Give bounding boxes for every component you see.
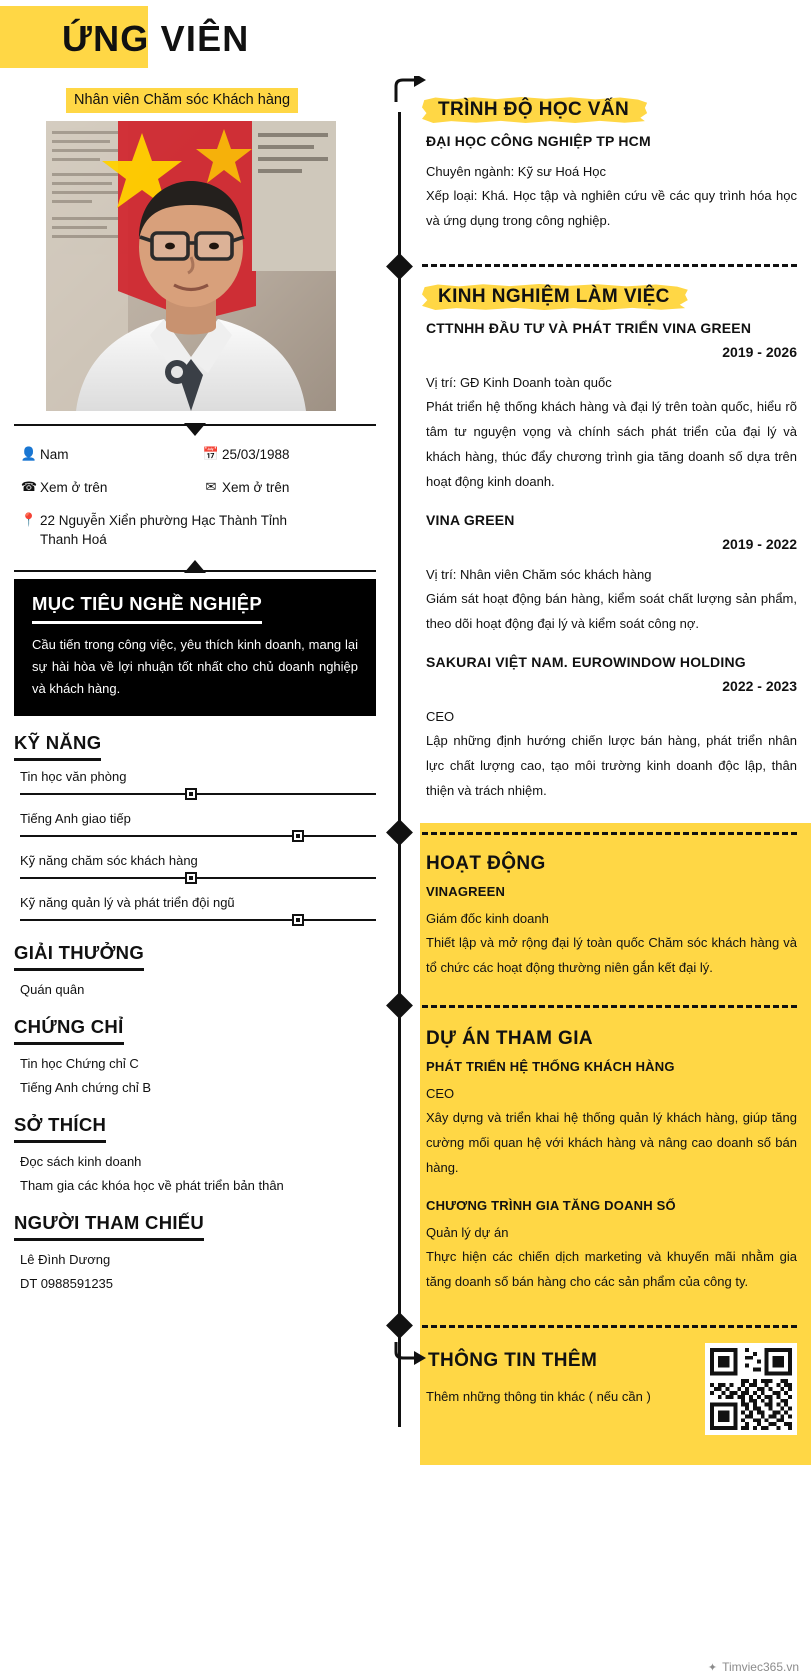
list-item: Tham gia các khóa học về phát triển bản thân <box>20 1178 284 1193</box>
hobbies-heading: SỞ THÍCH <box>14 1114 106 1143</box>
list-item: Đọc sách kinh doanh <box>20 1154 142 1169</box>
career-objective-heading: MỤC TIÊU NGHỀ NGHIỆP <box>32 593 262 624</box>
awards-list <box>14 979 376 1000</box>
skill-track <box>20 835 376 837</box>
yellow-block <box>390 823 811 1465</box>
skill-slider[interactable] <box>20 872 376 884</box>
education-heading-wrap <box>426 96 641 125</box>
experience-entry <box>426 320 811 494</box>
experience-entry <box>426 512 811 636</box>
projects-heading: DỰ ÁN THAM GIA <box>426 1028 594 1049</box>
triangle-up-icon <box>184 560 206 573</box>
skill-knob[interactable] <box>292 914 304 926</box>
timeline-diamond-icon <box>386 253 413 280</box>
more-info-note: Thêm những thông tin khác ( nếu cần ) <box>426 1389 651 1404</box>
dashed-divider <box>422 832 797 835</box>
list-item: Tin học Chứng chỉ C <box>20 1056 139 1071</box>
references-list <box>14 1249 376 1294</box>
activities-desc: Thiết lập và mở rộng đại lý toàn quốc Chăm sóc khách hàng và tổ chức các hoạt động thường niên gắn kết đại lý. <box>426 935 797 975</box>
skill-slider[interactable] <box>20 914 376 926</box>
contact-info <box>0 445 390 549</box>
address-line-2: Thanh Hoá <box>40 532 107 547</box>
dashed-divider <box>422 1005 797 1008</box>
location-pin-icon: 📍 <box>20 512 38 527</box>
career-objective-body: Cầu tiến trong công việc, yêu thích kinh doanh, mang lại sự hài hòa về lợi nhuận tốt nhất cho chủ doanh nghiệp và khách hàng. <box>32 637 358 696</box>
left-column <box>0 78 390 1297</box>
certificates-section <box>14 1016 376 1098</box>
experience-desc: Phát triển hệ thống khách hàng và đại lý trên toàn quốc, hiểu rõ tâm tư nguyện vọng và chính sách phát triển của đại lý và khách hàng, thúc đẩy chương trình gia tăng doanh số dựa trên hoạt động kinh doanh. <box>426 399 797 489</box>
contact-row <box>18 511 372 549</box>
project-role: Quản lý dự án <box>426 1225 509 1240</box>
education-school: ĐẠI HỌC CÔNG NGHIỆP TP HCM <box>426 133 651 149</box>
person-icon: 👤 <box>20 446 38 461</box>
footer-watermark <box>0 1654 811 1680</box>
phone-value: Xem ở trên <box>40 480 108 495</box>
dob-value: 25/03/1988 <box>222 447 290 462</box>
hobbies-list <box>14 1151 376 1196</box>
skill-item <box>14 851 376 884</box>
dashed-divider <box>422 1325 797 1328</box>
skills-heading: KỸ NĂNG <box>14 732 101 761</box>
hobbies-section <box>14 1114 376 1196</box>
more-info-heading: THÔNG TIN THÊM <box>428 1350 598 1371</box>
experience-years: 2022 - 2023 <box>722 678 797 694</box>
experience-org: VINA GREEN <box>426 512 515 528</box>
list-item: Tiếng Anh chứng chỉ B <box>20 1080 152 1095</box>
skill-slider[interactable] <box>20 830 376 842</box>
dashed-divider <box>422 264 797 267</box>
divider-top <box>14 417 376 433</box>
divider-bottom <box>14 563 376 579</box>
experience-list <box>426 320 811 803</box>
experience-years: 2019 - 2022 <box>722 536 797 552</box>
calendar-icon: 📅 <box>202 446 220 461</box>
list-item: DT 0988591235 <box>20 1276 114 1291</box>
timeline-arrow-icon <box>392 1342 426 1368</box>
skill-knob[interactable] <box>185 788 197 800</box>
candidate-photo <box>46 121 336 411</box>
email-value: Xem ở trên <box>222 480 290 495</box>
activities-org: VINAGREEN <box>426 884 506 899</box>
education-note: Xếp loại: Khá. Học tập và nghiên cứu về các quy trình hóa học và ứng dụng trong công nghiệp. <box>426 188 797 228</box>
project-role: CEO <box>426 1086 455 1101</box>
activities-role: Giám đốc kinh doanh <box>426 911 549 926</box>
experience-desc: Giám sát hoạt động bán hàng, kiểm soát chất lượng sản phẩm, theo dõi hoạt động đại lý và kiểm soát công nợ. <box>426 591 797 631</box>
list-item: Lê Đình Dương <box>20 1252 111 1267</box>
experience-org: SAKURAI VIỆT NAM. EUROWINDOW HOLDING <box>426 654 746 670</box>
timeline-diamond-icon <box>386 992 413 1019</box>
job-title-badge: Nhân viên Chăm sóc Khách hàng <box>66 88 298 113</box>
skill-label: Tin học văn phòng <box>20 769 127 784</box>
skill-track <box>20 793 376 795</box>
footer-text: Timviec365.vn <box>722 1660 799 1674</box>
skill-label: Kỹ năng chăm sóc khách hàng <box>20 853 198 868</box>
address-line-1: 22 Nguyễn Xiển phường Hạc Thành Tỉnh <box>40 513 288 528</box>
contact-row <box>18 478 372 497</box>
project-entry <box>426 1059 811 1180</box>
education-section <box>390 78 811 233</box>
experience-desc: Lập những định hướng chiến lược bán hàng, phát triển nhân lực chất lượng cao, tạo môi trường kinh doanh độc lập, thân thiện và trách nhiệm. <box>426 733 797 798</box>
experience-role: CEO <box>426 709 455 724</box>
experience-role: Vị trí: Nhân viên Chăm sóc khách hàng <box>426 567 652 582</box>
skill-label: Kỹ năng quản lý và phát triển đội ngũ <box>20 895 235 910</box>
right-column <box>390 78 811 1465</box>
project-title: PHÁT TRIỂN HỆ THỐNG KHÁCH HÀNG <box>426 1059 675 1074</box>
experience-role: Vị trí: GĐ Kinh Doanh toàn quốc <box>426 375 612 390</box>
awards-heading: GIẢI THƯỞNG <box>14 942 144 971</box>
timeline-diamond-icon <box>386 1312 413 1339</box>
certificates-heading: CHỨNG CHỈ <box>14 1016 124 1045</box>
phone-icon: ☎ <box>20 479 38 494</box>
experience-years: 2019 - 2026 <box>722 344 797 360</box>
sparkle-icon: ✦ <box>707 1661 718 1674</box>
gender-value: Nam <box>40 447 69 462</box>
content-columns <box>0 78 811 1465</box>
skill-knob[interactable] <box>292 830 304 842</box>
contact-row <box>18 445 372 464</box>
experience-heading: KINH NGHIỆM LÀM VIỆC <box>438 286 670 307</box>
experience-entry <box>426 654 811 803</box>
triangle-down-icon <box>184 423 206 436</box>
certificates-list <box>14 1053 376 1098</box>
references-section <box>14 1212 376 1294</box>
career-objective-section <box>14 579 376 716</box>
skill-track <box>20 877 376 879</box>
header <box>0 0 811 78</box>
skills-section <box>14 732 376 926</box>
skills-list <box>14 767 376 926</box>
education-heading: TRÌNH ĐỘ HỌC VẤN <box>438 99 630 120</box>
mail-icon: ✉ <box>205 479 217 494</box>
activities-section <box>390 823 811 996</box>
project-title: CHƯƠNG TRÌNH GIA TĂNG DOANH SỐ <box>426 1198 676 1213</box>
project-desc: Xây dựng và triển khai hệ thống quản lý khách hàng, giúp tăng cường mối quan hệ với khách hàng và nâng cao doanh số bán hàng. <box>426 1110 797 1175</box>
education-major: Chuyên ngành: Kỹ sư Hoá Học <box>426 164 606 179</box>
timeline-arrow-icon <box>392 76 426 102</box>
awards-section <box>14 942 376 1000</box>
references-heading: NGƯỜI THAM CHIẾU <box>14 1212 204 1241</box>
project-entry <box>426 1198 811 1294</box>
projects-list <box>426 1059 811 1294</box>
timeline-diamond-icon <box>386 819 413 846</box>
skill-knob[interactable] <box>185 872 197 884</box>
skill-item <box>14 767 376 800</box>
qr-code-icon <box>705 1343 797 1435</box>
skill-track <box>20 919 376 921</box>
skill-slider[interactable] <box>20 788 376 800</box>
experience-org: CTTNHH ĐẦU TƯ VÀ PHÁT TRIỂN VINA GREEN <box>426 320 752 336</box>
project-desc: Thực hiện các chiến dịch marketing và khuyến mãi nhằm gia tăng doanh số bán hàng cho các sản phẩm của công ty. <box>426 1249 797 1289</box>
skill-item <box>14 809 376 842</box>
list-item: Quán quân <box>20 982 85 997</box>
projects-section <box>390 996 811 1316</box>
page-title: ỨNG VIÊN <box>62 18 250 59</box>
activities-heading: HOẠT ĐỘNG <box>426 853 546 874</box>
experience-heading-wrap <box>426 283 682 312</box>
skill-item <box>14 893 376 926</box>
experience-section <box>390 255 811 803</box>
skill-label: Tiếng Anh giao tiếp <box>20 811 131 826</box>
